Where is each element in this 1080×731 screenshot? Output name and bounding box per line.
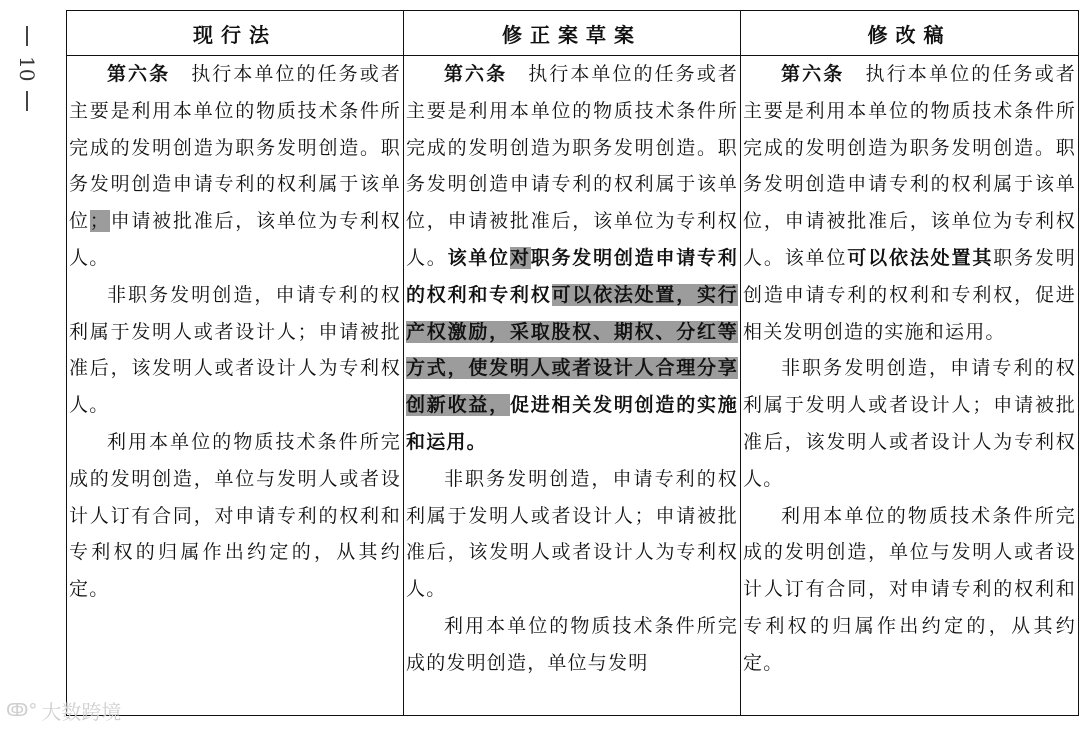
highlight-run: ； bbox=[89, 210, 110, 233]
bold-run: 职务发明创造申请专利的权利和专利权 bbox=[406, 246, 738, 306]
article-label: 第六条 bbox=[107, 63, 171, 85]
header-current-law: 现行法 bbox=[67, 11, 404, 56]
paragraph bbox=[69, 56, 401, 277]
cell-current-law bbox=[67, 56, 404, 716]
page-dash-bottom bbox=[26, 91, 28, 111]
text-run: 职务发明创造申请专利的权利和专利权，促进相关发明创造的实施和运用。 bbox=[743, 246, 1076, 343]
comparison-table bbox=[66, 10, 1079, 716]
content-row bbox=[67, 56, 1079, 716]
text-run: 执行本单位的任务或者主要是利用本单位的物质技术条件所完成的发明创造为职务发明创造。职务发明创造申请专利的权利属于该单位，申请被批准后，该单位为专利权人。该单位 bbox=[743, 63, 1076, 269]
bold-run: 该单位 bbox=[447, 246, 510, 269]
cell-revised-draft bbox=[741, 56, 1079, 716]
bold-run: 可以依法处置其 bbox=[847, 246, 994, 269]
text-run: 执行本单位的任务或者主要是利用本单位的物质技术条件所完成的发明创造为职务发明创造。职务发明创造申请专利的权利属于该单位 bbox=[69, 63, 401, 233]
article-label: 第六条 bbox=[781, 63, 845, 85]
watermark-logo-icon: ↂ° bbox=[6, 700, 38, 721]
text-run: 申请被批准后，该单位为专利权人。 bbox=[69, 210, 401, 269]
paragraph: 利用本单位的物质技术条件所完成的发明创造，单位与发明 bbox=[406, 614, 738, 674]
paragraph: 非职务发明创造，申请专利的权利属于发明人或者设计人；申请被批准后，该发明人或者设计人为专利权人。 bbox=[743, 357, 1076, 490]
paragraph bbox=[406, 56, 738, 461]
header-revised-draft: 修改稿 bbox=[741, 11, 1079, 56]
highlight-run: 对 bbox=[509, 246, 531, 269]
watermark bbox=[6, 696, 121, 725]
header-row bbox=[67, 11, 1079, 56]
paragraph: 非职务发明创造，申请专利的权利属于发明人或者设计人；申请被批准后，该发明人或者设计人为专利权人。 bbox=[406, 467, 738, 601]
page-number: 10 bbox=[15, 56, 39, 82]
paragraph: 利用本单位的物质技术条件所完成的发明创造，单位与发明人或者设计人订有合同，对申请专利的权利和专利权的归属作出约定的，从其约定。 bbox=[743, 504, 1076, 674]
article-label: 第六条 bbox=[444, 63, 508, 85]
paragraph bbox=[743, 56, 1076, 350]
page-number-mark bbox=[12, 22, 42, 115]
paragraph: 非职务发明创造，申请专利的权利属于发明人或者设计人；申请被批准后，该发明人或者设计人为专利权人。 bbox=[69, 283, 401, 417]
highlight-run: 可以依法处置，实行产权激励，采取股权、期权、分红等方式，使发明人或者设计人合理分享创新收益， bbox=[406, 283, 738, 417]
cell-draft-amendment bbox=[404, 56, 741, 716]
paragraph: 利用本单位的物质技术条件所完成的发明创造，单位与发明人或者设计人订有合同，对申请专利的权利和专利权的归属作出约定的，从其约定。 bbox=[69, 430, 401, 601]
text-run: 执行本单位的任务或者主要是利用本单位的物质技术条件所完成的发明创造为职务发明创造。职务发明创造申请专利的权利属于该单位，申请被批准后，该单位为专利权人。 bbox=[406, 63, 738, 269]
header-draft-amendment: 修正案草案 bbox=[404, 11, 741, 56]
page-dash-top bbox=[26, 26, 28, 46]
bold-run: 促进相关发明创造的实施和运用。 bbox=[406, 394, 738, 453]
watermark-text: 大数跨境 bbox=[41, 700, 122, 724]
